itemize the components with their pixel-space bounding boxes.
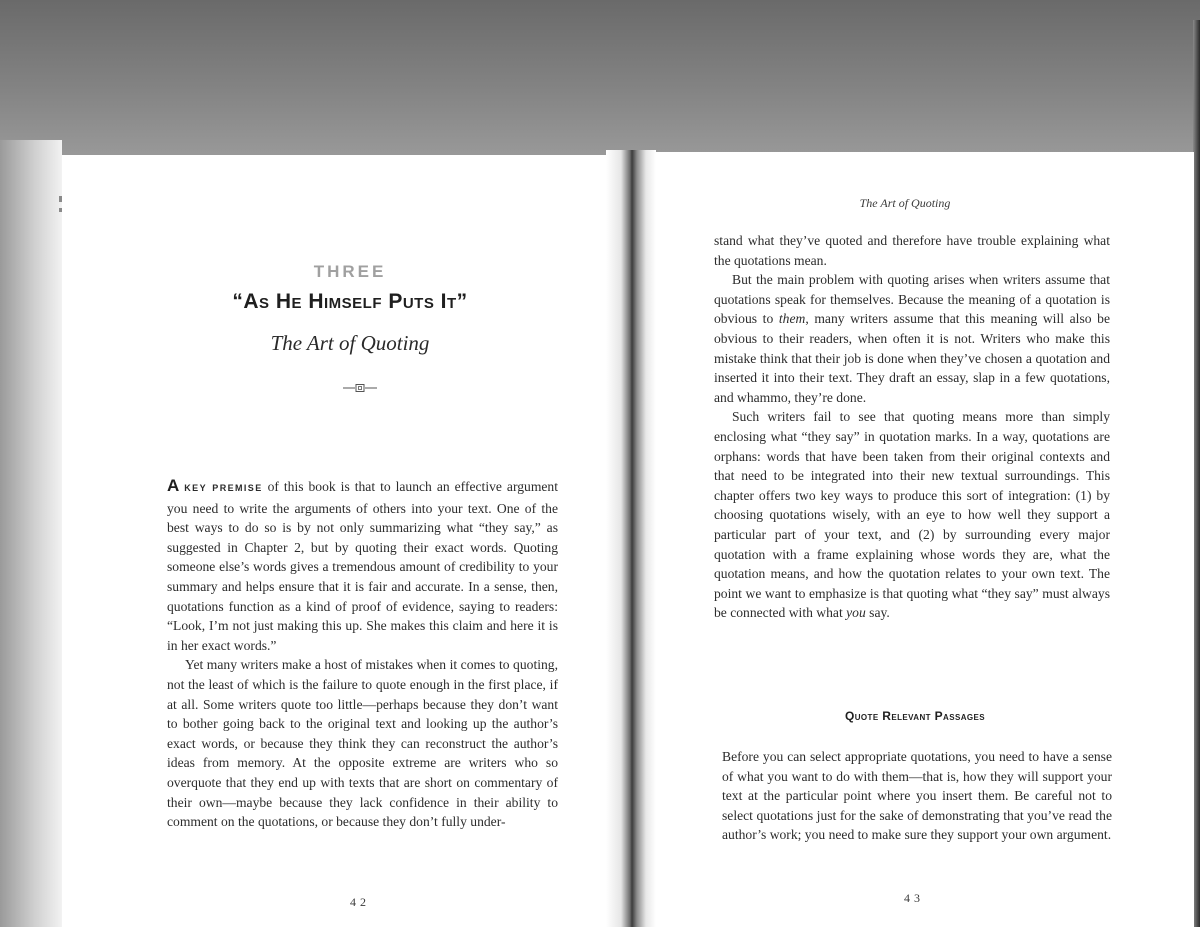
opening-lead-words: KEY PREMISE	[184, 483, 263, 493]
chapter-number: THREE	[313, 262, 387, 281]
paragraph-text: say.	[865, 605, 890, 621]
emphasis-text: you	[846, 605, 866, 621]
scan-mark	[59, 208, 62, 212]
section-body	[722, 747, 1112, 845]
running-head: The Art of Quoting	[859, 196, 951, 210]
paragraph: stand what they’ve quoted and therefore have trouble explaining what the quotations mean.	[714, 233, 1110, 268]
page-number-right: 43	[904, 891, 924, 905]
ornament-icon	[343, 383, 377, 393]
paragraph-text: , many writers assume that this meaning will also be obvious to their readers, when often it is not. Writers who make this mistake think that their job is done when they’ve chosen a quotation and inserted it into their text. They draft an essay, slap in a few quotations, and whammo, they’re done.	[714, 311, 1110, 405]
paragraph	[714, 270, 1110, 407]
book-gutter	[606, 150, 656, 927]
paragraph: Before you can select appropriate quotations, you need to have a sense of what you want to do with them—that is, how they will support your text at the particular point where you insert them. Be careful not to select quotations just for the sake of demonstrating that you’ve read the author’s work; you need to make sure they support your own argument.	[722, 749, 1112, 843]
paragraph	[167, 476, 558, 655]
scan-background-top	[0, 0, 1200, 160]
paragraph-text: But the main problem with quoting arises when writers assume that quotations speak for themselves. Because the meaning of a quotation is obvious to	[714, 272, 1110, 327]
chapter-title: “As He Himself Puts It”	[232, 290, 468, 313]
section-heading: Quote Relevant Passages	[845, 709, 985, 723]
chapter-subtitle: The Art of Quoting	[270, 331, 430, 355]
paragraph	[714, 407, 1110, 623]
page-number-left: 42	[350, 895, 370, 909]
scan-background-left	[0, 140, 62, 927]
paragraph-text: of this book is that to launch an effective argument you need to write the arguments of others into your text. One of the best ways to do so is by not only summarizing what “they say,” as suggested in Chapter 2, but by quoting their exact words. Quoting someone else’s words gives a tremendous amount of credibility to your summary and helps ensure that it is fair and accurate. In a sense, then, quotations function as a kind of proof of evidence, saying to readers: “Look, I’m not just making this up. She makes this claim and here it is in her exact words.”	[167, 479, 558, 653]
left-page-body	[167, 476, 558, 832]
emphasis-text: them	[778, 311, 806, 327]
paragraph: Yet many writers make a host of mistakes when it comes to quoting, not the least of which is the failure to quote enough in the first place, if at all. Some writers quote too little—perhaps because they don’t want to bother going back to the original text and looking up the author’s exact words, or because they think they can reconstruct the author’s ideas from memory. At the opposite extreme are writers who so overquote that they end up with texts that are short on commentary of their own—maybe because they lack confidence in their ability to comment on the quotations, or because they don’t fully under-	[167, 657, 558, 830]
book-edge-right	[1193, 20, 1200, 927]
right-page-body	[714, 231, 1110, 623]
opening-letter: A	[167, 476, 180, 495]
scan-mark	[59, 196, 62, 202]
paragraph-text: Such writers fail to see that quoting means more than simply enclosing what “they say” in quotation marks. In a way, quotations are orphans: words that have been taken from their original contexts and that need to be integrated into their new textual surroundings. This chapter offers two key ways to produce this sort of integration: (1) by choosing quotations wisely, with an eye to how well they support a particular part of your text, and (2) by surrounding every major quotation with a frame explaining whose words they are, what the quotation means, and how the quotation relates to your own text. The point we want to emphasize is that quoting what “they say” must always be connected with what	[714, 409, 1110, 621]
